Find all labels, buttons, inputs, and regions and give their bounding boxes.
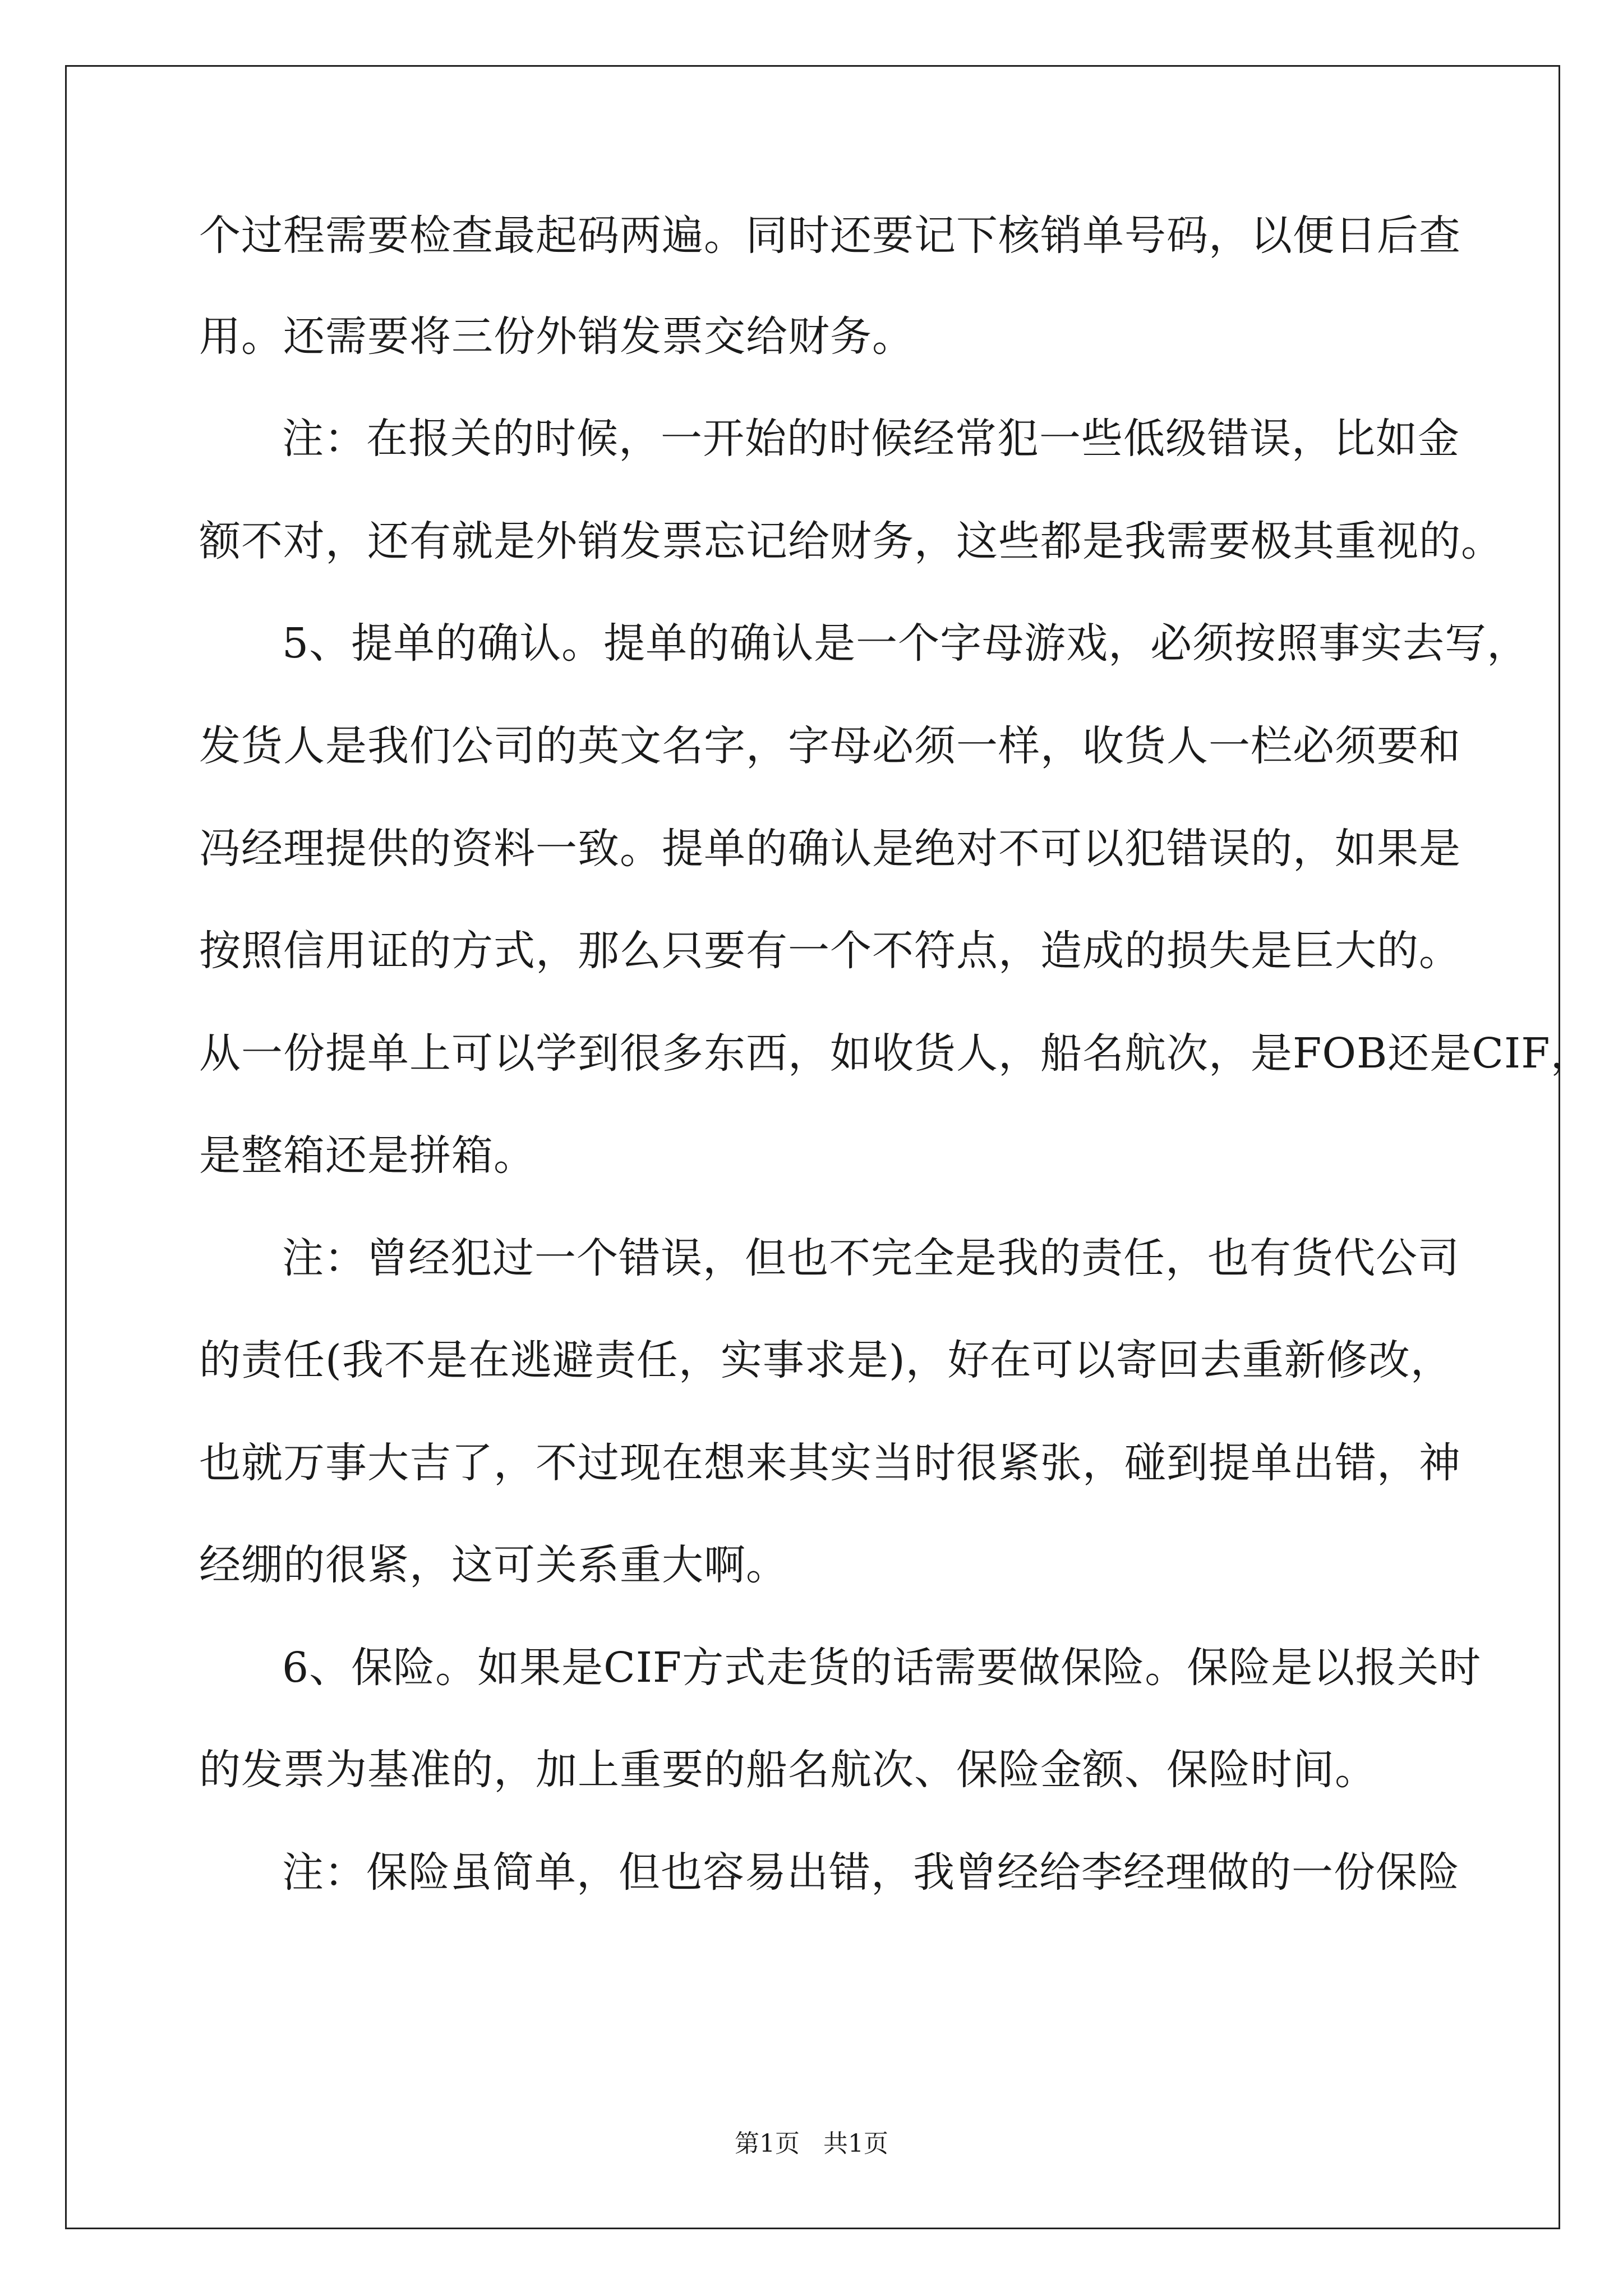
- page-number-footer: 第1页 共1页: [735, 2129, 888, 2158]
- text-line: 经绷的很紧，这可关系重大啊。: [199, 1541, 788, 1589]
- text-line: 发货人是我们公司的英文名字，字母必须一样，收货人一栏必须要和: [199, 722, 1461, 770]
- text-line: 注：曾经犯过一个错误，但也不完全是我的责任，也有货代公司: [282, 1234, 1460, 1282]
- text-line: 也就万事大吉了，不过现在想来其实当时很紧张，碰到提单出错，神: [199, 1439, 1461, 1487]
- text-line: 的发票为基准的，加上重要的船名航次、保险金额、保险时间。: [199, 1746, 1377, 1794]
- text-line: 5、提单的确认。提单的确认是一个字母游戏，必须按照事实去写，: [282, 619, 1529, 668]
- text-line: 是整箱还是拼箱。: [199, 1131, 536, 1180]
- text-line: 冯经理提供的资料一致。提单的确认是绝对不可以犯错误的，如果是: [199, 825, 1461, 873]
- text-line: 注：保险虽简单，但也容易出错，我曾经给李经理做的一份保险: [282, 1848, 1460, 1897]
- text-line: 注：在报关的时候，一开始的时候经常犯一些低级错误，比如金: [282, 415, 1460, 463]
- text-line: 用。还需要将三份外销发票交给财务。: [199, 312, 914, 361]
- text-line: 个过程需要检查最起码两遍。同时还要记下核销单号码，以便日后查: [199, 211, 1461, 260]
- text-line: 从一份提单上可以学到很多东西，如收货人，船名航次，是FOB还是CIF，: [199, 1029, 1593, 1078]
- text-line: 6、保险。如果是CIF方式走货的话需要做保险。保险是以报关时: [282, 1644, 1482, 1692]
- text-line: 按照信用证的方式，那么只要有一个不符点，造成的损失是巨大的。: [199, 927, 1461, 975]
- text-line: 的责任(我不是在逃避责任，实事求是)，好在可以寄回去重新修改，: [199, 1336, 1453, 1384]
- text-line: 额不对，还有就是外销发票忘记给财务，这些都是我需要极其重视的。: [199, 517, 1503, 565]
